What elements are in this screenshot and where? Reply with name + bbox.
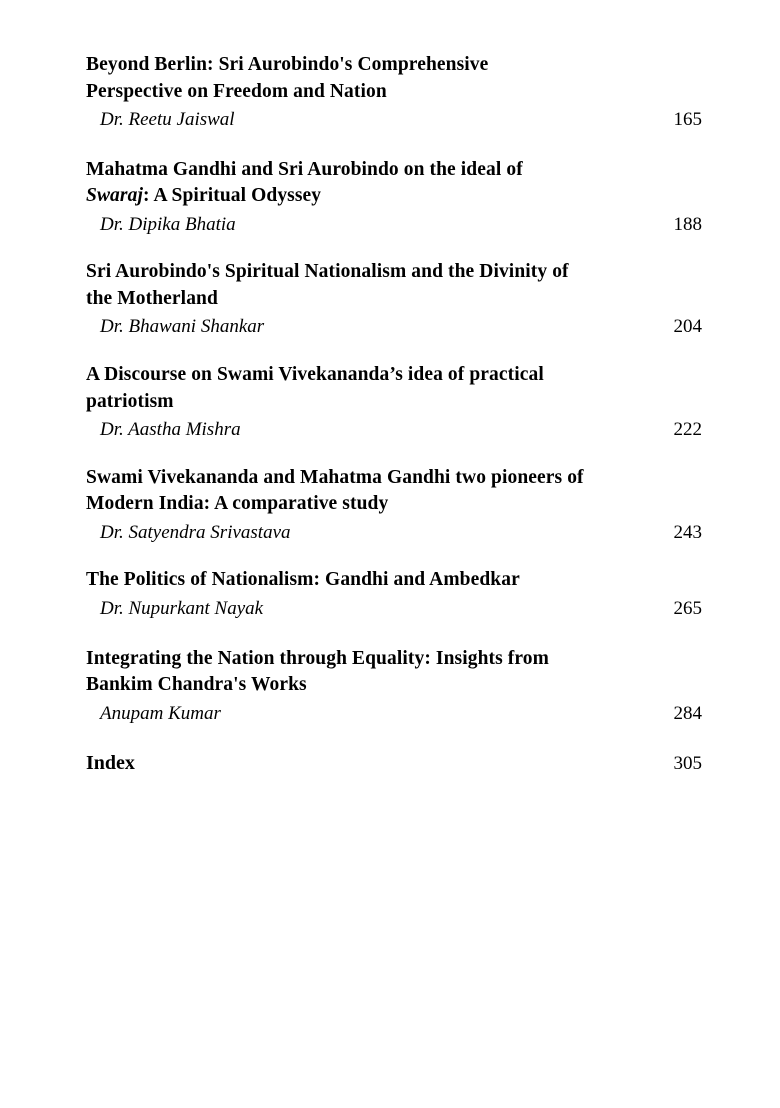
toc-entry-author-row [86,520,702,546]
toc-entry-author-row [86,596,702,622]
toc-entry-author-row [86,314,702,340]
toc-entry-author: Dr. Nupurkant Nayak [100,597,264,619]
toc-entry-title-line2: Modern India: A comparative study [86,493,389,515]
toc-entry-page-number: 265 [673,597,702,619]
toc-entry-page-number: 204 [673,316,702,338]
toc-entry-title [86,157,740,210]
toc-entry-title-line1: Sri Aurobindo's Spiritual Nationalism and the Divinity of [86,261,569,283]
toc-entry-author: Dr. Aastha Mishra [100,419,241,441]
toc-entry-title-italic-term: Swaraj [86,185,143,207]
toc-entry-title-line1: Integrating the Nation through Equality: Insights from [86,647,549,669]
toc-entry-title-line1: The Politics of Nationalism: Gandhi and Ambedkar [86,569,520,591]
toc-entry-title-line2: Bankim Chandra's Works [86,674,307,696]
toc-entry-author-row [86,701,702,727]
toc-entry-title [86,567,740,594]
toc-entry-page-number: 165 [673,109,702,131]
toc-entry-title-line2: : A Spiritual Odyssey [142,185,322,207]
toc-entry-title-line2: the Motherland [86,287,218,309]
toc-entry-title-line1: Mahatma Gandhi and Sri Aurobindo on the ideal of [86,158,523,180]
toc-entry-author: Anupam Kumar [100,702,221,724]
toc-entry [86,157,740,238]
toc-index-label: Index [86,752,135,775]
toc-entry-author: Dr. Bhawani Shankar [100,316,265,338]
toc-index-page-number: 305 [673,753,702,775]
toc-entry-page-number: 222 [673,419,702,441]
toc-entry-title [86,259,740,312]
toc-entry-author: Dr. Dipika Bhatia [100,213,236,235]
toc-entry-author-row [86,212,702,238]
toc-entry-page-number: 243 [673,521,702,543]
toc-entry-author-row [86,107,702,133]
toc-entry-title [86,52,740,105]
toc-entry [86,465,740,546]
toc-entry-page-number: 284 [673,702,702,724]
toc-index-row [86,752,702,775]
toc-entry-author-row [86,417,702,443]
toc-entry-title [86,362,740,415]
toc-entry-title-line1: A Discourse on Swami Vivekananda’s idea of practical [86,364,544,386]
table-of-contents [86,52,740,775]
toc-entry [86,362,740,443]
toc-entry-author: Dr. Satyendra Srivastava [100,521,291,543]
toc-entry-title-line2: patriotism [86,390,174,412]
toc-entry [86,567,740,621]
toc-entry [86,259,740,340]
toc-entry-title-line1: Beyond Berlin: Sri Aurobindo's Comprehensive [86,54,489,75]
toc-entry-title [86,646,740,699]
toc-entry-author: Dr. Reetu Jaiswal [100,109,235,131]
toc-entry [86,52,740,133]
toc-entry-title-line2: Perspective on Freedom and Nation [86,80,387,102]
toc-entry-page-number: 188 [673,213,702,235]
toc-entry [86,646,740,727]
toc-entry-title-line1: Swami Vivekananda and Mahatma Gandhi two pioneers of [86,466,584,488]
toc-entry-title [86,465,740,518]
